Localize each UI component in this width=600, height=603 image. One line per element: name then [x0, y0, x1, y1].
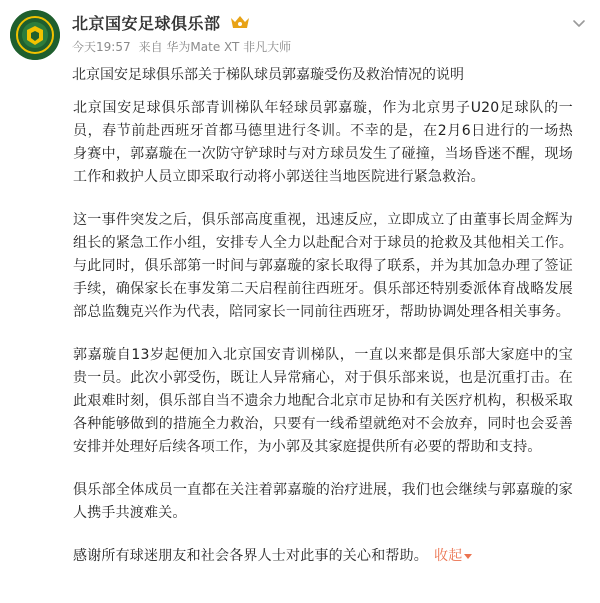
post-body	[73, 97, 573, 568]
post-title: 北京国安足球俱乐部关于梯队球员郭嘉璇受伤及救治情况的说明	[72, 67, 464, 83]
chevron-down-icon[interactable]	[570, 14, 588, 32]
club-logo-icon	[10, 10, 60, 60]
verified-badge-icon	[229, 13, 251, 31]
paragraph-3: 郭嘉璇自13岁起便加入北京国安青训梯队，一直以来都是俱乐部大家庭中的宝贵一员。此次小郭受伤，既让人异常痛心，对于俱乐部来说，也是沉重打击。在此艰难时刻，俱乐部自当不遗余力地配合北京市足协和有关医疗机构，积极采取各种能够做到的措施全力救治，只要有一线希望就绝对不会放弃，同时也会妥善安排并处理好后续各项工作，为小郭及其家庭提供所有必要的帮助和支持。	[73, 347, 573, 455]
post-header	[0, 0, 600, 64]
post-meta	[72, 38, 291, 55]
post-time[interactable]: 今天19:57	[72, 40, 131, 54]
paragraph-1: 北京国安足球俱乐部青训梯队年轻球员郭嘉璇，作为北京男子U20足球队的一员，春节前赴西班牙首都马德里进行冬训。不幸的是，在2月6日进行的一场热身赛中，郭嘉璇在一次防守铲球时与对方球员发生了碰撞，当场昏迷不醒，现场工作和救护人员立即采取行动将小郭送往当地医院进行紧急救治。	[73, 100, 573, 185]
paragraph-4: 俱乐部全体成员一直都在关注着郭嘉璇的治疗进展，我们也会继续与郭嘉璇的家人携手共渡难关。	[73, 482, 573, 521]
paragraph-5-text: 感谢所有球迷朋友和社会各界人士对此事的关心和帮助。	[73, 548, 428, 564]
collapse-label: 收起	[434, 548, 463, 564]
author-name[interactable]: 北京国安足球俱乐部	[72, 13, 221, 33]
collapse-link[interactable]	[434, 548, 472, 564]
paragraph-2: 这一事件突发之后，俱乐部高度重视，迅速反应，立即成立了由董事长周金辉为组长的紧急工作小组，安排专人全力以赴配合对于球员的抢救及其他相关工作。与此同时，俱乐部第一时间与郭嘉璇的家长取得了联系，并为其加急办理了签证手续，确保家长在事发第二天启程前往西班牙。俱乐部还特别委派体育战略发展部总监魏克兴作为代表，陪同家长一同前往西班牙，帮助协调处理各相关事务。	[73, 212, 573, 320]
author-row	[72, 10, 251, 34]
post-source: 来自 华为Mate XT 非凡大师	[138, 40, 292, 54]
paragraph-5	[73, 545, 573, 568]
avatar[interactable]	[10, 10, 60, 60]
caret-up-icon	[464, 554, 472, 559]
